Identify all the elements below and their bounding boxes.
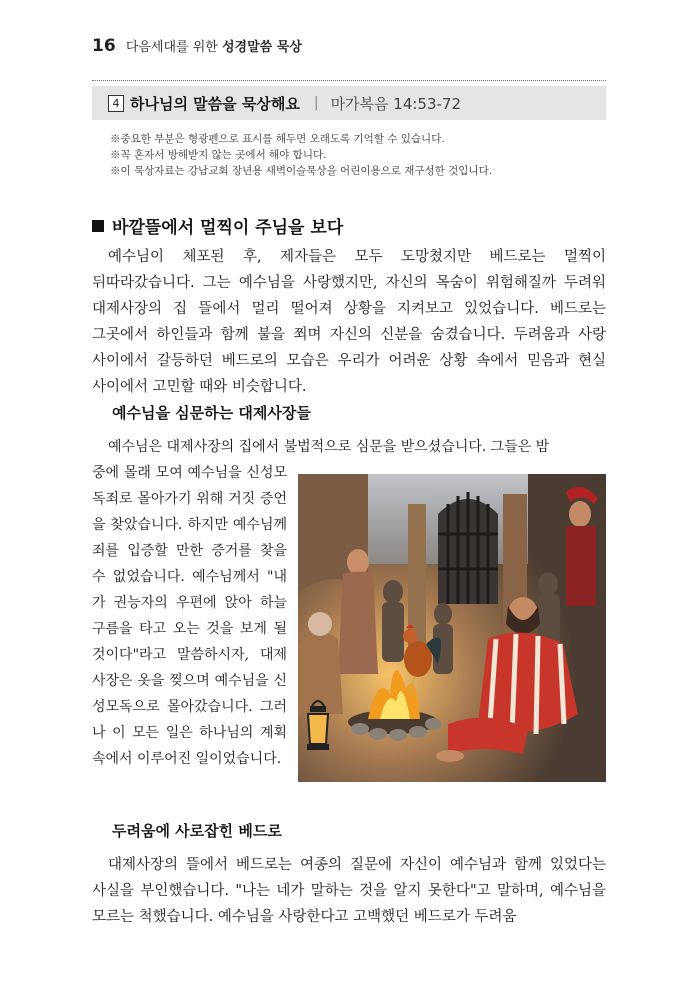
lantern-icon — [307, 701, 329, 750]
header-divider — [92, 80, 606, 81]
paragraph-text: 예수님은 대제사장의 집에서 불법적으로 심문을 받으셨습니다. 그들은 밤 — [108, 439, 550, 455]
illustration-svg — [298, 474, 606, 782]
series-title: 성경말씀 묵상 — [222, 40, 302, 55]
paragraph-peter-follows — [92, 244, 606, 400]
notes — [110, 131, 492, 179]
series-prefix: 다음세대를 위한 — [125, 40, 218, 55]
section-separator: | — [313, 95, 319, 111]
heading-peter-fear: 두려움에 사로잡힌 베드로 — [112, 822, 282, 840]
paragraph-trial-first-line — [92, 434, 606, 460]
heading-high-priests: 예수님을 심문하는 대제사장들 — [112, 404, 311, 422]
note-line: ※이 묵상자료는 강남교회 장년용 새벽이슬묵상을 어린이용으로 재구성한 것입니다. — [110, 165, 493, 177]
section-band — [92, 86, 606, 120]
section-number-box: 4 — [108, 95, 124, 112]
note-line: ※꼭 혼자서 방해받지 않는 곳에서 해야 합니다. — [110, 149, 327, 161]
running-header — [92, 36, 302, 56]
scripture-reference: 마가복음 14:53-72 — [330, 94, 462, 113]
note-line: ※중요한 부분은 형광펜으로 표시를 해두면 오래도록 기억할 수 있습니다. — [110, 133, 445, 145]
heading-text: 바깥뜰에서 멀찍이 주님을 보다 — [112, 218, 344, 238]
paragraph-peter-denies — [92, 852, 606, 930]
illustration-peter-by-fire — [298, 474, 606, 782]
square-bullet-icon — [92, 220, 104, 232]
paragraph-text: 대제사장의 뜰에서 베드로는 여종의 질문에 자신이 예수님과 함께 있었다는 사실을 부인했습니다. "나는 네가 말하는 것을 알지 못한다"고 말하며, 예수님을 모르는 척했습니다. 예수님을 사랑한다고 고백했던 베드로가 두려움 — [92, 857, 606, 925]
section-title: 하나님의 말씀을 묵상해요 — [130, 94, 300, 113]
paragraph-text: 예수님이 체포된 후, 제자들은 모두 도망쳤지만 베드로는 멀찍이 뒤따라갔습니다. 그는 예수님을 사랑했지만, 자신의 목숨이 위험해질까 두려워 대제사장의 집 뜰에서 멀리 떨어져 상황을 지켜보고 있었습니다. 베드로는 그곳에서 하인들과 함께 불을 쬐며 자신의 신분을 숨겼습니다. 두려움과 사랑 사이에서 갈등하던 베드로의 모습은 우리가 어려운 상황 속에서 믿음과 현실 사이에서 고민할 때와 비슷합니다. — [92, 249, 606, 395]
page-number: 16 — [92, 36, 116, 56]
paragraph-trial-wrapped: 중에 몰래 모여 예수님을 신성모독죄로 몰아가기 위해 거짓 증언을 찾았습니다. 하지만 예수님께 죄를 입증할 만한 증거를 찾을 수 없었습니다. 예수님께서 "내가 권능자의 우편에 앉아 하늘 구름을 타고 오는 것을 보게 될 것이다"라고 말씀하시자, 대제사장은 옷을 찢으며 예수님을 신성모독으로 몰아갔습니다. 그러나 이 모든 일은 하나님의 계획 속에서 이루어진 일이었습니다. — [92, 465, 287, 767]
heading-outer-court — [92, 213, 343, 238]
